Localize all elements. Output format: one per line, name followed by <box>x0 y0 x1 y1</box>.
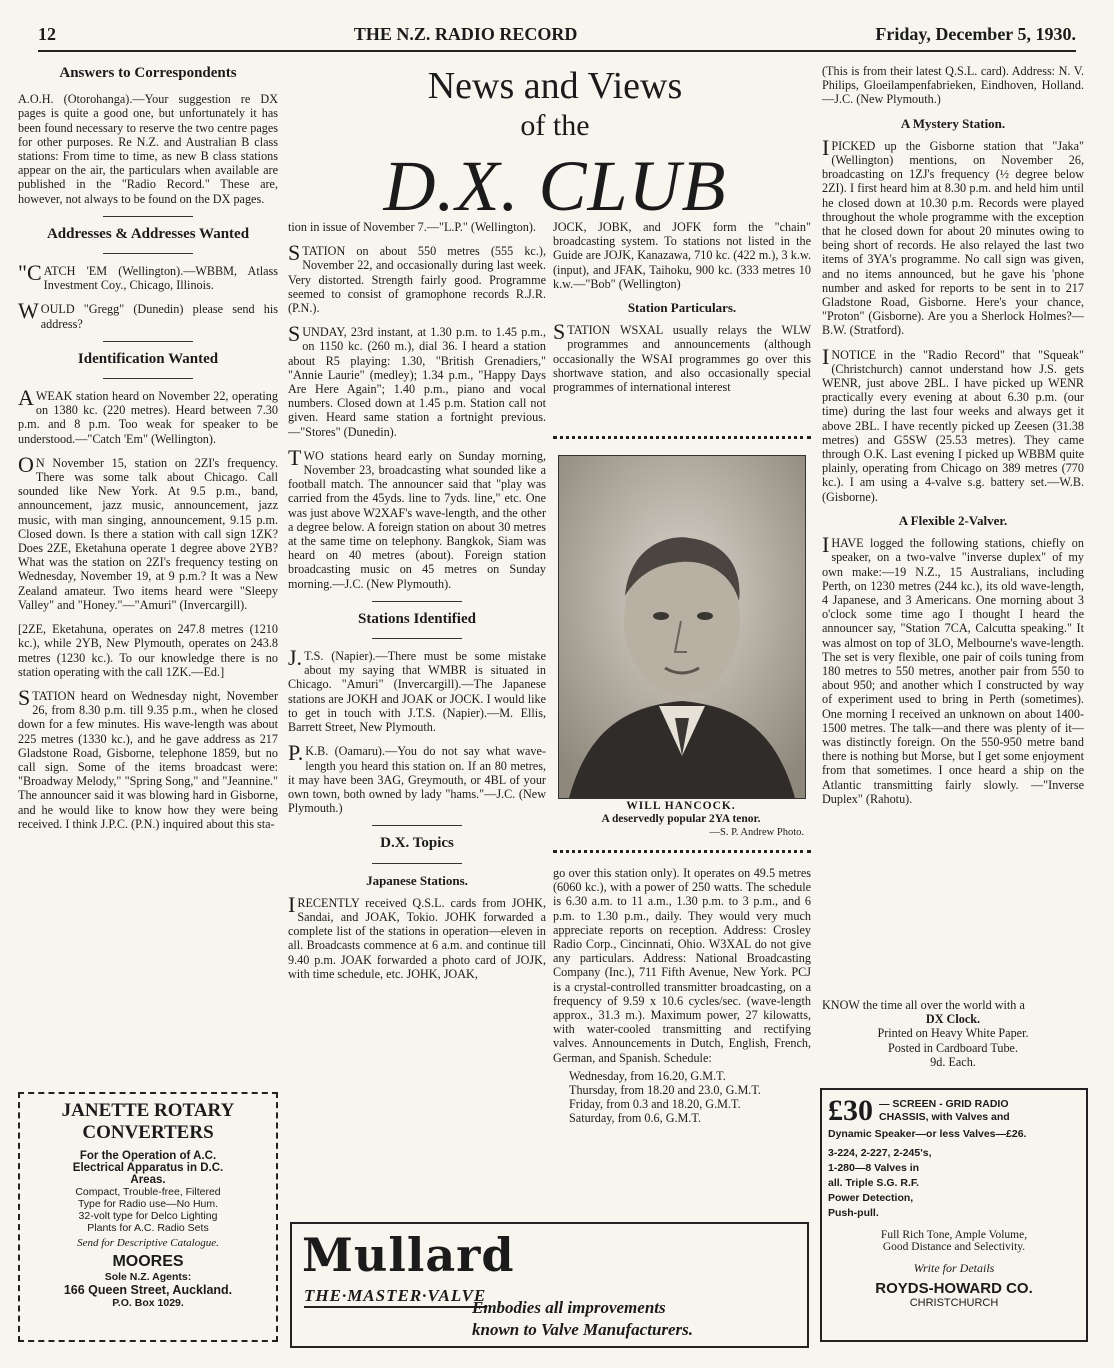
heading-station-particulars: Station Particulars. <box>627 300 737 316</box>
editor-note: [2ZE, Eketahuna, operates on 247.8 metres (1210 kc.), while 2YB, New Plymouth, operates on 243.8 metres (1230 kc.). To our knowledge there is no station operating with the call 1ZK.—Ed.] <box>18 622 278 679</box>
will-hancock-photo <box>558 455 806 799</box>
mullard-tagline-1: Embodies all improvements <box>472 1298 666 1317</box>
mullard-ad <box>290 1222 809 1348</box>
schedule-line: Wednesday, from 16.20, G.M.T. <box>569 1068 726 1083</box>
dx-clock-product: DX Clock. <box>925 1012 981 1027</box>
answer-jts: J.T.S. (Napier).—There must be some mistake about my saying that WMBR is situated in Chicago. "Amuri" (Invercargill).—The Japanese stations are JOKH and JOAK or JOCK. I would like to get in touch with J.T.S. (Napier).—M. Ellis, Barrett Street, New Plymouth. <box>288 645 546 735</box>
column-3-top <box>553 220 811 450</box>
letter-550-metres: STATION on about 550 metres (555 kc.), November 22, and occasionally during last week. Very distorted. Strength fairly good. Programme seemed to consist of gramophone records R.J.R. (P.N.). <box>288 240 546 316</box>
letter-november-15: ON November 15, station on 2ZI's frequency. There was some talk about Chicago. Call sounded like New York. At 9.5 p.m., band, announcement, jazz music, announcement, jazz music, with man singing, announcement, 9.15 p.m. Closed down. Is there a station with call sign 1ZK? Does 2ZE, Eketahuna operate 1 degree above 2YB? What was the station on 2ZI's frequency testing on Wednesday, November 19, at 9 p.m.? It was a New Zealand amateur. Two items heard were "Sleepy Valley" and "Honey."—"Amuri" (Invercargill). <box>18 451 278 612</box>
ad-line-3: Areas. <box>130 1174 166 1186</box>
letter-two-stations: TWO stations heard early on Sunday morning, November 23, broadcasting what sounded like a football match. The announcer said that "play was carried from the 45yds. line to 7yds. line," etc. One was just above W2XAF's wave-length, and the other a degree below. A foreign station on about 30 metres at the same time on telephony. Bangkok, Siam was heard on 40 metres (about). Foreign station broadcasting music on 45 metres on Sunday morning.—J.C. (New Plymouth). <box>288 444 546 591</box>
publication-title: THE N.Z. RADIO RECORD <box>353 24 578 44</box>
dx-clock-lead: KNOW the time all over the world with a <box>822 998 1025 1012</box>
royds-feature-2: Good Distance and Selectivity. <box>882 1241 1026 1253</box>
letter-have-logged: IHAVE logged the following stations, chiefly on speaker, on a two-valve "inverse duplex" of my own make:—19 N.Z., 15 Australians, including Perth, on 1230 metres (244 kc.), its old wave-length, 4 Japanese, and 3 Americans. One morning about 3 o'clock some time ago I thought I heard the announcer say, "Station 7CA, Calcutta speaking." It was almost on top of 3LO, Melbourne's wave-length. The set is very flexible, one pair of coils tuning from 180 metres to 550 metres, another pair from 550 to about 950; and another which I constructed by way of experiment used to bring in Perth (sometimes). One morning I received an unknown on about 1400-1500 metres. The talk—and there was plenty of it—was distinctly foreign. On the 550-950 metre band there is nothing but Morse, but I get some enjoyment from that sometimes. I once heard a ship on the Atlantic transmitting fairly slowly. —"Inverse Duplex" (Rahotu). <box>822 532 1084 806</box>
dx-clock-line-2: Posted in Cardboard Tube. <box>887 1040 1018 1055</box>
heading-flexible-2-valver: A Flexible 2-Valver. <box>898 512 1008 528</box>
running-header <box>38 24 1076 52</box>
answer-aoh: A.O.H. (Otorohanga).—Your suggestion re DX pages is quite a good one, but unfortunately it has been found necessary to reserve the two centre pages for other purposes. Re N.Z. and Australian B class stations: From time to time, as new B class stations appear on the air, the particulars when available are published in the "Radio Record." These are, however, not always to be found on the DX pages. <box>18 92 278 206</box>
dx-clock-price: 9d. Each. <box>930 1054 976 1069</box>
royds-line-group <box>879 1098 1010 1124</box>
column-4 <box>822 64 1084 989</box>
royds-write: Write for Details <box>913 1261 995 1275</box>
schedule-line: Thursday, from 18.20 and 23.0, G.M.T. <box>569 1083 761 1098</box>
royds-spec: Power Detection, <box>828 1192 914 1204</box>
ad-po-box: P.O. Box 1029. <box>112 1297 184 1309</box>
royds-spec: all. Triple S.G. R.F. <box>828 1177 920 1189</box>
royds-headline <box>822 1090 1086 1128</box>
royds-spec: 1-280—8 Valves in <box>828 1162 920 1174</box>
dotted-divider <box>553 850 811 853</box>
divider <box>372 601 462 602</box>
letter-catch-em: "CATCH 'EM (Wellington).—WBBM, Atlass Investment Coy., Chicago, Illinois. <box>18 260 278 293</box>
masthead-line-2: of the <box>520 109 590 142</box>
schedule-line: Friday, from 0.3 and 18.20, G.M.T. <box>569 1097 741 1112</box>
heading-mystery-station: A Mystery Station. <box>900 115 1006 131</box>
divider <box>103 216 193 217</box>
letter-station-heard: STATION heard on Wednesday night, November 26, from 8.30 p.m. till 9.35 p.m., when he closed down for a few minutes. His wave-length was about 225 metres (1330 kc.), and he gave address as 217 Gladstone Road, Gisborne, telephone 1859, but no call sign. Some of the items broadcast were: "Broadway Melody," "Spring Song," and "Jeannine." The announcer said it was blowing hard in Gisborne, and he would like to know how they were being received. I think J.P.C. (P.N.) inquired about this sta- <box>18 684 278 831</box>
heading-stations-identified: Stations Identified <box>358 610 476 627</box>
mullard-tagline-2: known to Valve Manufacturers. <box>472 1320 694 1339</box>
schedule-line: Saturday, from 0.6, G.M.T. <box>569 1111 702 1126</box>
ad-line-7: Plants for A.C. Radio Sets <box>87 1222 209 1234</box>
letter-wsxal-continued: go over this station only). It operates on 49.5 metres (6060 kc.), with a power of 250 watts. The schedule is 6.30 a.m. to 11 a.m., 1.30 p.m. to 3 p.m., and 6 p.m. to 1.30 p.m., daily. They would very much appreciate reports on reception. Address: Crosley Radio Corp., Cincinnati, Ohio. W3XAL do not give any particulars. Address: National Broadcasting Company (Inc.), 711 Fifth Avenue, New York. PCJ is a crystal-controlled transmitter broadcasting, on a frequency of 9.59 x 10.6 cycles/sec. (wave-length approx., 31.3 m.). Maximum power, 27 kilowatts, with water-cooled transmitting and rectifying valves. Announcements in Dutch, English, French, German, and Spanish. Schedule: <box>553 866 811 1065</box>
letter-jock: JOCK, JOBK, and JOFK form the "chain" broadcasting system. To stations not listed in the Guide are JOJK, Kanazawa, 710 kc. (422 m.), 3 k.w. (input), and JFAK, Taihoku, 900 kc. (333 metres 10 k.w.—"Bob" (Wellington) <box>553 220 811 291</box>
ad-line-4: Compact, Trouble-free, Filtered <box>75 1186 221 1198</box>
column-3-bottom <box>553 866 811 1216</box>
caption-credit: —S. P. Andrew Photo. <box>709 827 804 838</box>
letter-weak-station: AWEAK station heard on November 22, operating on 1380 kc. (220 metres). Heard between 7.30 p.m. and 8 p.m. Too weak for speaker to be understood.—"Catch 'Em" (Wellington). <box>18 385 278 446</box>
ad-line-8: Send for Descriptive Catalogue. <box>77 1237 219 1249</box>
heading-answers: Answers to Correspondents <box>59 65 237 81</box>
divider <box>372 863 462 864</box>
ad-brand-moores: MOORES <box>112 1253 184 1270</box>
letter-philips: (This is from their latest Q.S.L. card). Address: N. V. Philips, Gloeilampenfabrieken, Eindhoven, Holland. —J.C. (New Plymouth.) <box>822 64 1084 107</box>
letter-sunday: SUNDAY, 23rd instant, at 1.30 p.m. to 1.45 p.m., on 1150 kc. (260 m.), dial 36. I heard a station about R5 playing: 1.30, "British Grenadiers," "Annie Laurie" (medley); 1.34 p.m., "Happy Days Are Here Again"; 1.40 p.m., piano and vocal numbers. Closed down at 1.45 p.m. Station call not given. Heard same station a fortnight previous.—"Stores" (Dunedin). <box>288 321 546 439</box>
ad-line-5: Type for Radio use—No Hum. <box>77 1198 219 1210</box>
masthead-line-1: News and Views <box>427 65 683 107</box>
letter-wsxal: STATION WSXAL usually relays the WLW programmes and announcements (although occasionally the WSAI programmes go over this shortwave station, and also occasionally special programmes of international interest <box>553 319 811 395</box>
caption-name: WILL HANCOCK. <box>626 800 736 812</box>
letter-recently: IRECENTLY received Q.S.L. cards from JOHK, Sandai, and JOAK, Tokio. JOHK forwarded a complete list of the stations in operation—eleven in all. Broadcasts commence at 6 a.m. and continue till 9.40 p.m. JOAK forwarded a photo card of JOJK, with time schedule, etc. JOHK, JOAK, <box>288 891 546 981</box>
royds-line-2: CHASSIS, with Valves and <box>879 1111 1010 1123</box>
janette-converters-ad <box>18 1092 278 1342</box>
royds-line-3: Dynamic Speaker—or less Valves—£26. <box>828 1128 1027 1140</box>
letter-notice: INOTICE in the "Radio Record" that "Squeak" (Christchurch) cannot understand how J.S. gets WENR, just above 2BL. I have picked up WENR practically every evening at about 6.30 p.m. (our time) during the last four weeks and always get it above 2BL. I have recently picked up Zeesen (31.38 metres) and G5SW (25.53 metres). They came through O.K. Last evening I picked up WBBM quite plainly, operating from Chicago on 389 metres (770 kc.). I am using a 4-valve s.g. battery set.—W.B. (Gisborne). <box>822 343 1084 504</box>
masthead-line-3: D.X. CLUB <box>383 146 727 226</box>
divider <box>103 253 193 254</box>
divider <box>372 638 462 639</box>
issue-date: Friday, December 5, 1930. <box>875 24 1076 44</box>
heading-dx-topics: D.X. Topics <box>380 835 454 852</box>
heading-addresses: Addresses & Addresses Wanted <box>46 225 250 242</box>
ad-title-1: JANETTE ROTARY <box>61 1100 235 1121</box>
royds-spec: 3-224, 2-227, 2-245's, <box>828 1147 932 1159</box>
dotted-divider <box>553 436 811 439</box>
royds-city: CHRISTCHURCH <box>909 1297 999 1309</box>
divider <box>103 378 193 379</box>
ad-title-2: CONVERTERS <box>82 1122 214 1143</box>
letter-would: WOULD "Gregg" (Dunedin) please send his address? <box>18 298 278 331</box>
pcj-schedule <box>553 1069 811 1126</box>
letter-picked-up: IPICKED up the Gisborne station that "Jaka" (Wellington) mentions, on November 26, broadcasting on 1ZJ's frequency (½ degree below 2ZI). I first heard him at 8.30 p.m. and held him until he closed down at 10.30 p.m. Records were played throughout the whole programme with the exception that he closed down for about 20 minutes owing to being short of records. He also relayed the last two items of 3YA's programme. No call sign was given, and no items announced, but he gave his 'phone number and asked for reports to be sent in to 217 Gladstone Road, Gisborne. Here's your chance, "Proton" (Gisborne). Are you a Sherlock Holmes?—B.W. (Stratford). <box>822 134 1084 338</box>
page-number: 12 <box>38 24 56 44</box>
royds-company: ROYDS-HOWARD CO. <box>875 1280 1033 1297</box>
divider <box>103 341 193 342</box>
mullard-slogan: THE·MASTER·VALVE <box>304 1286 486 1308</box>
photo-caption <box>558 800 804 839</box>
royds-spec: Push-pull. <box>828 1207 879 1219</box>
portrait-image <box>559 456 805 798</box>
heading-identification: Identification Wanted <box>77 350 219 367</box>
dx-club-masthead <box>285 64 825 228</box>
ad-agents: Sole N.Z. Agents: <box>104 1271 192 1283</box>
column-2 <box>288 220 546 1220</box>
ad-line-1: For the Operation of A.C. <box>79 1150 217 1162</box>
column-1 <box>18 60 278 1090</box>
ad-address: 166 Queen Street, Auckland. <box>63 1283 233 1297</box>
dx-clock-notice <box>822 998 1084 1080</box>
royds-price: £30 <box>828 1094 873 1127</box>
royds-line-1: — SCREEN - GRID RADIO <box>879 1098 1009 1110</box>
caption-description: A deservedly popular 2YA tenor. <box>601 813 761 825</box>
answer-pkb: P.K.B. (Oamaru).—You do not say what wave-length you heard this station on. If an 80 metres, it may have been 3AG, Greymouth, or 4BL of your own town, both owned by lady "hams."—J.C. (New Plymouth.) <box>288 740 546 816</box>
mullard-brand: Mullard <box>302 1228 515 1282</box>
letter-continued: tion in issue of November 7.—"L.P." (Wellington). <box>288 220 536 234</box>
royds-specs <box>822 1140 1086 1221</box>
ad-line-6: 32-volt type for Delco Lighting <box>78 1210 218 1222</box>
dx-clock-line-1: Printed on Heavy White Paper. <box>877 1026 1029 1041</box>
ad-line-2: Electrical Apparatus in D.C. <box>72 1162 224 1174</box>
heading-japanese-stations: Japanese Stations. <box>366 872 468 888</box>
royds-howard-ad <box>820 1088 1088 1342</box>
divider <box>372 825 462 826</box>
royds-feature-1: Full Rich Tone, Ample Volume, <box>880 1229 1028 1241</box>
